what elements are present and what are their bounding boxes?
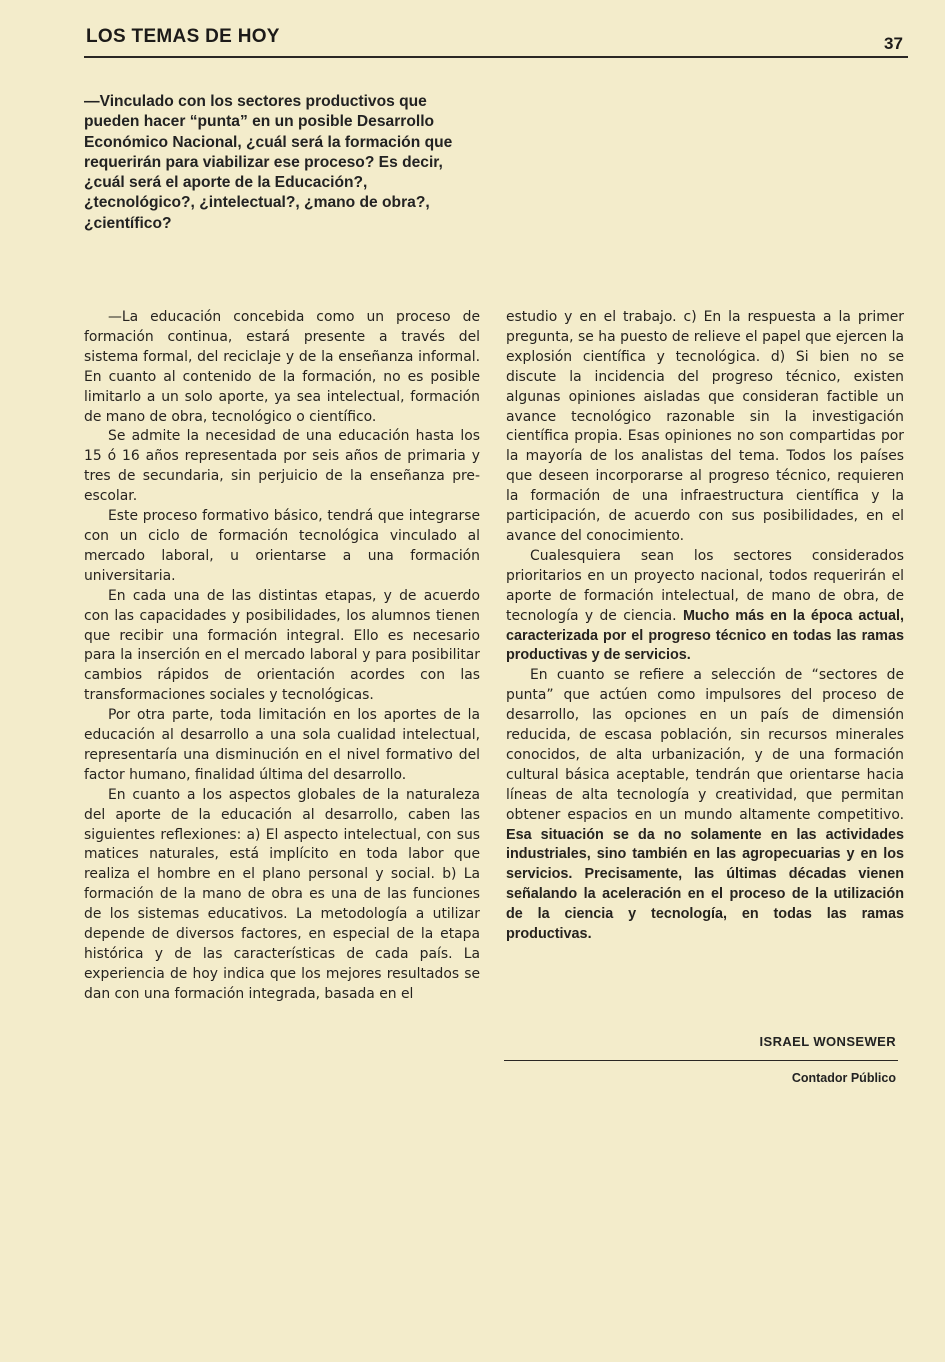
answer-paragraph: Se admite la necesidad de una educación hasta los 15 ó 16 años representada por seis años de primaria y tres de secundaria, sin perjuicio de la enseñanza pre-escolar. bbox=[84, 428, 480, 505]
paragraph-text: Cualesquiera sean los sectores considerados prioritarios en un proyecto nacional, todos requerirán el aporte de formación intelectual, de mano de obra, de tecnología y de ciencia. bbox=[506, 547, 904, 624]
answer-paragraph: —La educación concebida como un proceso de formación continua, estará presente a través del sistema formal, del reciclaje y de la enseñanza informal. En cuanto al contenido de la formación, no es posible limitarlo a un solo aporte, ya sea intelectual, formación de mano de obra, tecnológico o científico. bbox=[84, 309, 480, 425]
paragraph-emphasis: Mucho más en la época actual, caracterizada por el progreso técnico en todas las ramas productivas y de servicios. bbox=[506, 607, 904, 664]
author-title: Contador Público bbox=[791, 1071, 896, 1085]
answer-paragraph: estudio y en el trabajo. c) En la respuesta a la primer pregunta, se ha puesto de relieve el papel que ejercen la explosión científica y tecnológica. d) Si bien no se discute la incidencia del progreso técnico, existen algunas opiniones aisladas que consideran factible un avance tecnológico razonable sin la investigación científica propia. Esas opiniones no son compartidas por la mayoría de los analistas del tema. Todos los países que deseen incorporarse al progreso técnico, requieren la formación de una infraestructura científica y la participación, de acuerdo con sus posibilidades, en el avance del conocimiento. bbox=[506, 309, 904, 544]
header-divider bbox=[84, 56, 908, 58]
section-title: LOS TEMAS DE HOY bbox=[86, 26, 280, 47]
answer-paragraph: Por otra parte, toda limitación en los aportes de la educación al desarrollo a una sola cualidad intelectual, representaría una disminución en el nivel formativo del factor humano, finalidad última del desarrollo. bbox=[84, 707, 480, 783]
paragraph-emphasis: Esa situación se da no solamente en las actividades industriales, sino también en las agropecuarias y en los servicios. Precisamente, las últimas décadas vienen señalando la aceleración en el proceso de la utilización de la ciencia y tecnología, en todas las ramas productivas. bbox=[506, 826, 904, 943]
answer-paragraph: Este proceso formativo básico, tendrá que integrarse con un ciclo de formación tecnológica vinculado al mercado laboral, u orientarse a una formación universitaria. bbox=[84, 508, 480, 584]
answer-paragraph: En cada una de las distintas etapas, y de acuerdo con las capacidades y posibilidades, los alumnos tienen que recibir una formación integral. Ello es necesario para la inserción en el mercado laboral y para posibilitar cambios rápidos de orientación acordes con las transformaciones sociales y tecnológicas. bbox=[84, 587, 480, 704]
answer-paragraph bbox=[506, 666, 904, 945]
answer-paragraph bbox=[506, 547, 904, 666]
page-number: 37 bbox=[884, 34, 903, 53]
signature-divider bbox=[504, 1060, 898, 1061]
author-name: ISRAEL WONSEWER bbox=[759, 1034, 896, 1049]
left-column bbox=[84, 308, 480, 1005]
paragraph-text: En cuanto se refiere a selección de “sectores de punta” que actúen como impulsores del proceso de desarrollo, las opciones en un país de dimensión reducida, de escasa población, sin recursos minerales conocidos, de alta urbanización, y de una formación cultural básica aceptable, tendrán que orientarse hacia líneas de alta tecnología y creatividad, que permitan obtener espacios en un mundo altamente competitivo. bbox=[506, 667, 904, 823]
interview-question: —Vinculado con los sectores productivos que pueden hacer “punta” en un posible Desarrollo Económico Nacional, ¿cuál será la formación que requerirán para viabilizar ese proceso? Es decir, ¿cuál será el aporte de la Educación?, ¿tecnológico?, ¿intelectual?, ¿mano de obra?, ¿científico? bbox=[84, 93, 453, 232]
answer-paragraph: En cuanto a los aspectos globales de la naturaleza del aporte de la educación al desarrollo, caben las siguientes reflexiones: a) El aspecto intelectual, con sus matices naturales, está implícito en toda labor que realiza el hombre en el plano personal y social. b) La formación de la mano de obra es una de las funciones de los sistemas educativos. La metodología a utilizar depende de diversos factores, en especial de la etapa histórica y de las características de cada país. La experiencia de hoy indica que los mejores resultados se dan con una formación integrada, basada en el bbox=[84, 786, 480, 1002]
right-column bbox=[506, 308, 904, 945]
